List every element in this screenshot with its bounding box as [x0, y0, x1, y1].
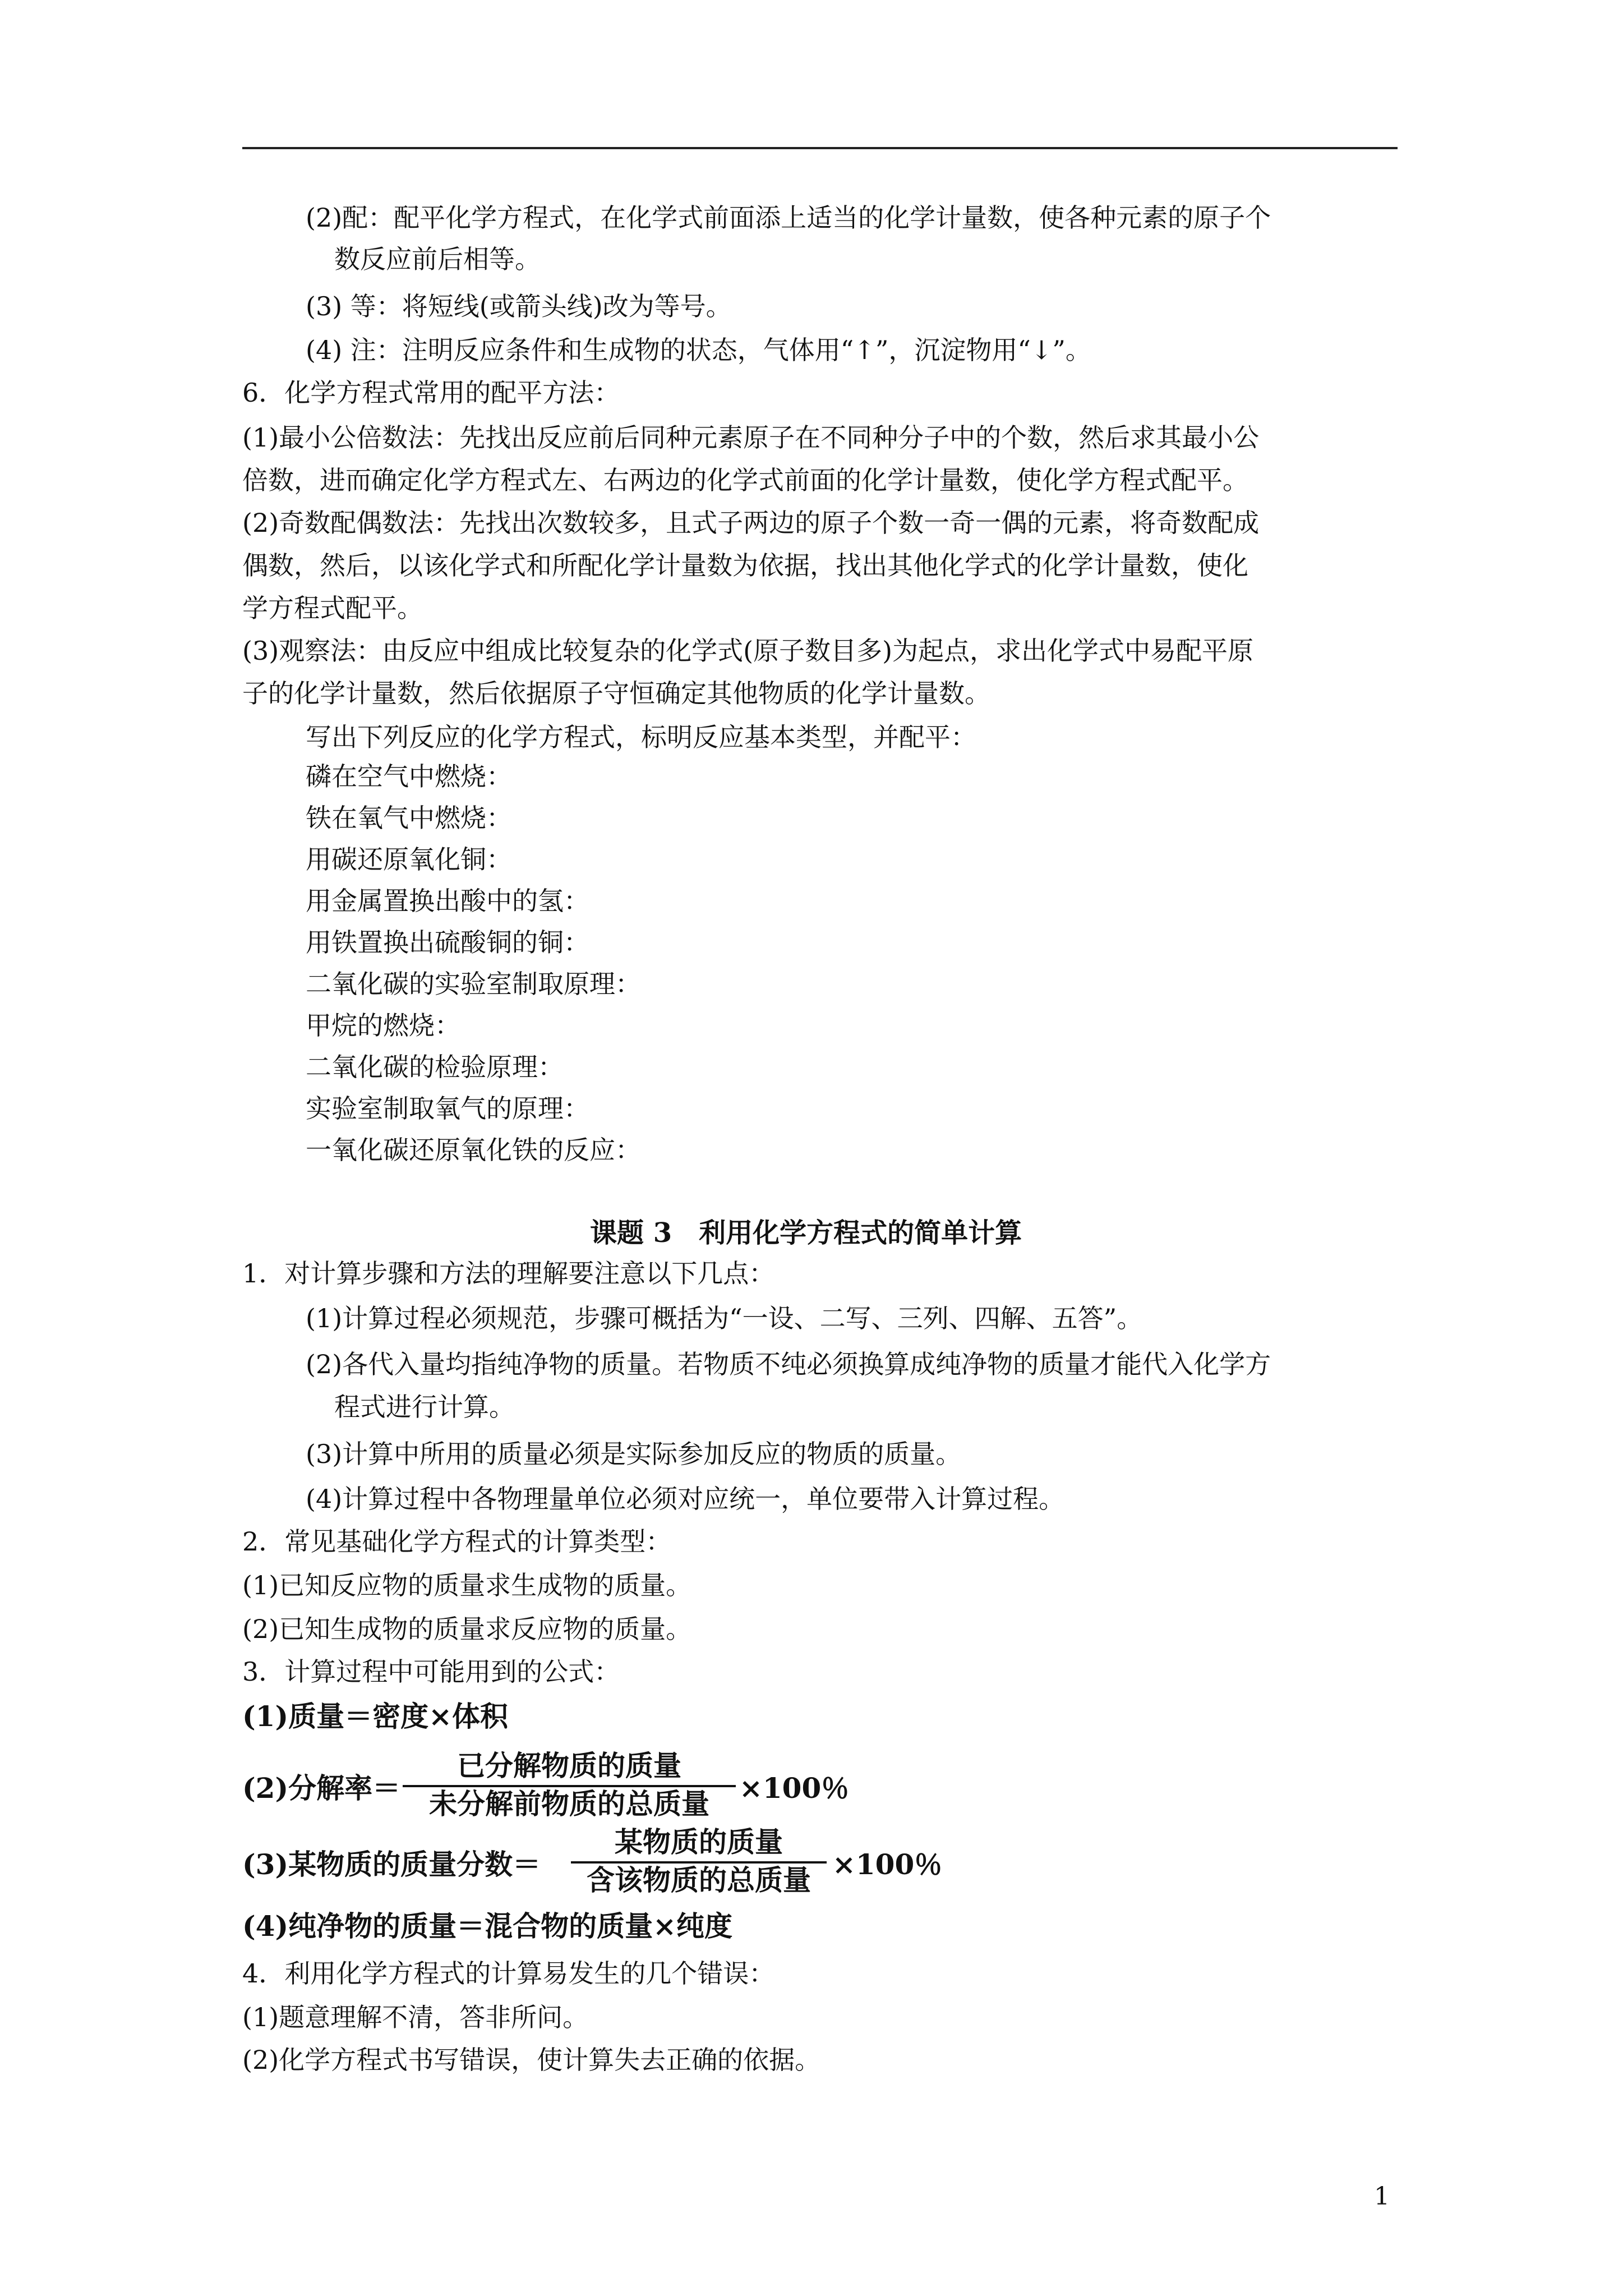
- exercise-item: 用金属置换出酸中的氢：: [306, 886, 589, 916]
- item6-heading: 6．化学方程式常用的配平方法：: [242, 378, 620, 408]
- item1-point: (2)各代入量均指纯净物的质量。若物质不纯必须换算成纯净物的质量才能代入化学方: [306, 1349, 1271, 1379]
- item2-heading: 2．常见基础化学方程式的计算类型：: [242, 1526, 672, 1557]
- exercise-prompt: 写出下列反应的化学方程式，标明反应基本类型，并配平：: [306, 722, 976, 752]
- section-title: 课题 3 利用化学方程式的简单计算: [590, 1217, 1022, 1249]
- oddeven-method-line1: (2)奇数配偶数法：先找出次数较多，且式子两边的原子个数一奇一偶的元素，将奇数配成: [242, 508, 1260, 538]
- exercise-item: 铁在氧气中燃烧：: [306, 803, 512, 833]
- observe-method-line1: (3)观察法：由反应中组成比较复杂的化学式(原子数目多)为起点，求出化学式中易配平原: [242, 636, 1254, 666]
- formula-decomposition-numerator: 已分解物质的质量: [457, 1749, 681, 1782]
- item2-point: (1)已知反应物的质量求生成物的质量。: [242, 1570, 692, 1600]
- item1-heading: 1．对计算步骤和方法的理解要注意以下几点：: [242, 1258, 775, 1289]
- exercise-item: 一氧化碳还原氧化铁的反应：: [306, 1135, 641, 1165]
- exercise-item: 二氧化碳的检验原理：: [306, 1052, 564, 1082]
- formula-mass-fraction-tail: ×100％: [832, 1848, 943, 1881]
- formula-pure-mass: (4)纯净物的质量＝混合物的质量×纯度: [242, 1910, 732, 1943]
- oddeven-method-line2: 偶数，然后，以该化学式和所配化学计量数为依据，找出其他化学式的化学计量数，使化: [242, 550, 1248, 581]
- item4-point: (2)化学方程式书写错误，使计算失去正确的依据。: [242, 2045, 821, 2075]
- step3-line: (3) 等：将短线(或箭头线)改为等号。: [306, 291, 732, 321]
- item3-heading: 3．计算过程中可能用到的公式：: [242, 1657, 620, 1687]
- item1-point-cont: 程式进行计算。: [334, 1392, 515, 1422]
- lcm-method-line1: (1)最小公倍数法：先找出反应前后同种元素原子在不同种分子中的个数，然后求其最小公: [242, 422, 1260, 453]
- formula-mass-fraction-denominator: 含该物质的总质量: [587, 1864, 811, 1897]
- exercise-item: 磷在空气中燃烧：: [306, 761, 512, 792]
- exercise-item: 用碳还原氧化铜：: [306, 844, 512, 875]
- exercise-item: 甲烷的燃烧：: [306, 1010, 460, 1041]
- item1-point: (4)计算过程中各物理量单位必须对应统一，单位要带入计算过程。: [306, 1484, 1065, 1514]
- item4-point: (1)题意理解不清，答非所问。: [242, 2002, 589, 2032]
- item1-point: (1)计算过程必须规范，步骤可概括为“一设、二写、三列、四解、五答”。: [306, 1303, 1143, 1333]
- header-rule: [242, 147, 1398, 149]
- exercise-item: 实验室制取氧气的原理：: [306, 1093, 589, 1124]
- formula-decomposition-tail: ×100％: [739, 1772, 850, 1805]
- item2-point: (2)已知生成物的质量求反应物的质量。: [242, 1614, 692, 1644]
- step2-line2: 数反应前后相等。: [334, 244, 541, 274]
- exercise-item: 二氧化碳的实验室制取原理：: [306, 969, 641, 999]
- step2-line1: (2)配：配平化学方程式，在化学式前面添上适当的化学计量数，使各种元素的原子个: [306, 203, 1271, 233]
- observe-method-line2: 子的化学计量数，然后依据原子守恒确定其他物质的化学计量数。: [242, 678, 990, 708]
- formula-mass-fraction-numerator: 某物质的质量: [615, 1825, 783, 1858]
- formula-mass-fraction-lhs: (3)某物质的质量分数＝: [242, 1848, 541, 1881]
- lcm-method-line2: 倍数，进而确定化学方程式左、右两边的化学式前面的化学计量数，使化学方程式配平。: [242, 465, 1248, 495]
- formula-decomposition-lhs: (2)分解率＝: [242, 1772, 401, 1805]
- item4-heading: 4．利用化学方程式的计算易发生的几个错误：: [242, 1958, 775, 1989]
- item1-point: (3)计算中所用的质量必须是实际参加反应的物质的质量。: [306, 1439, 962, 1469]
- formula-decomposition-denominator: 未分解前物质的总质量: [429, 1787, 709, 1820]
- exercise-item: 用铁置换出硫酸铜的铜：: [306, 927, 589, 958]
- step4-line: (4) 注：注明反应条件和生成物的状态，气体用“↑”，沉淀物用“↓”。: [306, 335, 1091, 365]
- page-number: 1: [1374, 2182, 1390, 2211]
- formula-mass: (1)质量＝密度×体积: [242, 1700, 508, 1733]
- oddeven-method-line3: 学方程式配平。: [242, 593, 423, 623]
